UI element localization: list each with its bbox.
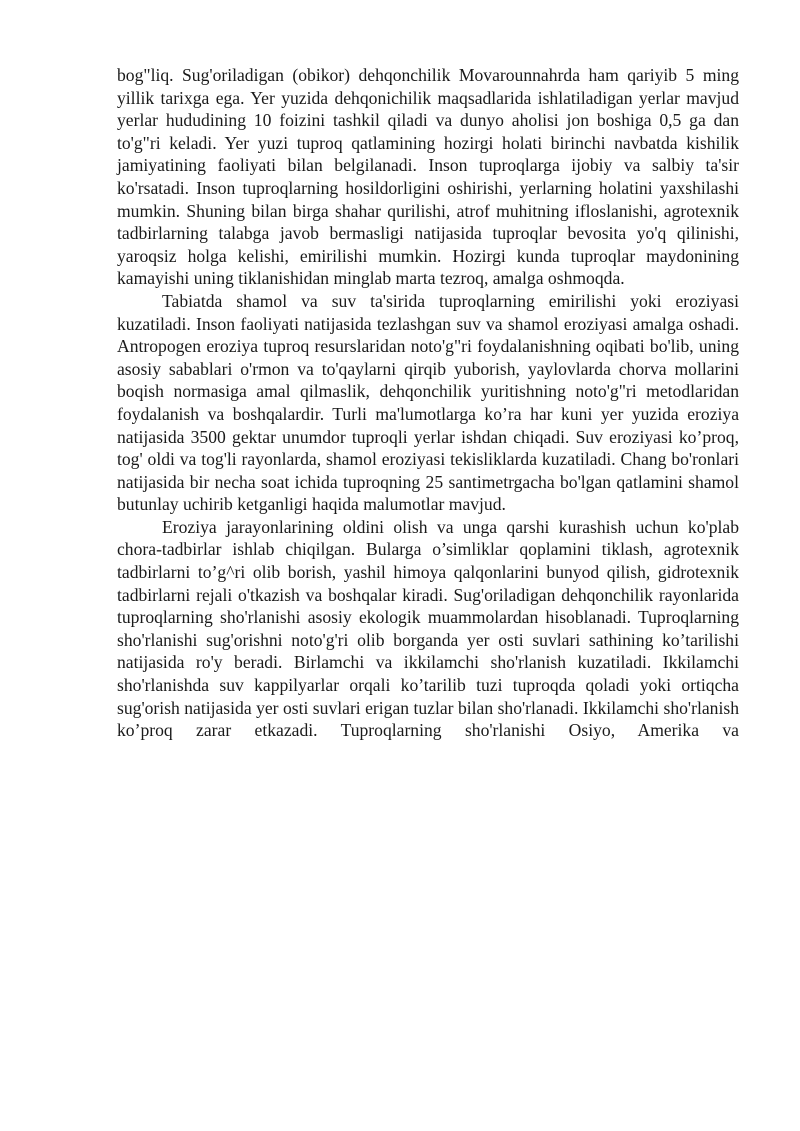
paragraph-2: Tabiatda shamol va suv ta'sirida tuproqlarning emirilishi yoki eroziyasi kuzatiladi. Inson faoliyati natijasida tezlashgan suv va shamol eroziyasi amalga oshadi. Antropogen eroziya tuproq resurslaridan noto'g"ri foydalanishning oqibati bo'lib, uning asosiy sabablari o'rmon va to'qaylarni qirqib yuborish, yaylovlarda chorva mollarini boqish normasiga amal qilmaslik, dehqonchilik yuritishning noto'g"ri metodlaridan foydalanish va boshqalardir. Turli ma'lumotlarga ko’ra har kuni yer yuzida eroziya natijasida 3500 gektar unumdor tuproqli yerlar ishdan chiqadi. Suv eroziyasi ko’proq, tog' oldi va tog'li rayonlarda, shamol eroziyasi tekisliklarda kuzatiladi. Chang bo'ronlari natijasida bir necha soat ichida tuproqning 25 santimetrgacha bo'lgan qatlamini shamol butunlay uchirib ketganligi haqida malumotlar mavjud. (117, 290, 739, 515)
paragraph-1: bog"liq. Sug'oriladigan (obikor) dehqonchilik Movarounnahrda ham qariyib 5 ming yillik tarixga ega. Yer yuzida dehqonichilik maqsadlarida ishlatiladigan yerlar mavjud yerlar hududining 10 foizini tashkil qiladi va dunyo aholisi jon boshiga 0,5 ga dan to'g"ri keladi. Yer yuzi tuproq qatlamining hozirgi holati birinchi navbatda kishilik jamiyatining faoliyati bilan belgilanadi. Inson tuproqlarga ijobiy va salbiy ta'sir ko'rsatadi. Inson tuproqlarning hosildorligini oshirishi, yerlarning holatini yaxshilashi mumkin. Shuning bilan birga shahar qurilishi, atrof muhitning ifloslanishi, agrotexnik tadbirlarning talabga javob bermasligi natijasida tuproqlar bevosita yo'q qilinishi, yaroqsiz holga kelishi, emirilishi mumkin. Hozirgi kunda tuproqlar maydonining kamayishi uning tiklanishidan minglab marta tezroq, amalga oshmoqda. (117, 65, 739, 289)
document-page (117, 64, 739, 742)
paragraph-3: Eroziya jarayonlarining oldini olish va unga qarshi kurashish uchun ko'plab chora-tadbirlar ishlab chiqilgan. Bularga o’simliklar qoplamini tiklash, agrotexnik tadbirlarni to’g^ri olib borish, yashil himoya qalqonlarini bunyod qilish, gidrotexnik tadbirlarni rejali o'tkazish va boshqalar kiradi. Sug'oriladigan dehqonchilik rayonlarida tuproqlarning sho'rlanishi asosiy ekologik muammolardan hisoblanadi. Tuproqlarning sho'rlanishi sug'orishni noto'g'ri olib borganda yer osti suvlari sathining ko’tarilishi natijasida ro'y beradi. Birlamchi va ikkilamchi sho'rlanish kuzatiladi. Ikkilamchi sho'rlanishda suv kappilyarlar orqali ko’tarilib tuzi tuproqda qoladi yoki ortiqcha sug'orish natijasida yer osti suvlari erigan tuzlar bilan sho'rlanadi. Ikkilamchi sho'rlanish ko’proq zarar etkazadi. Tuproqlarning sho'rlanishi Osiyo, Amerika va (117, 516, 739, 741)
